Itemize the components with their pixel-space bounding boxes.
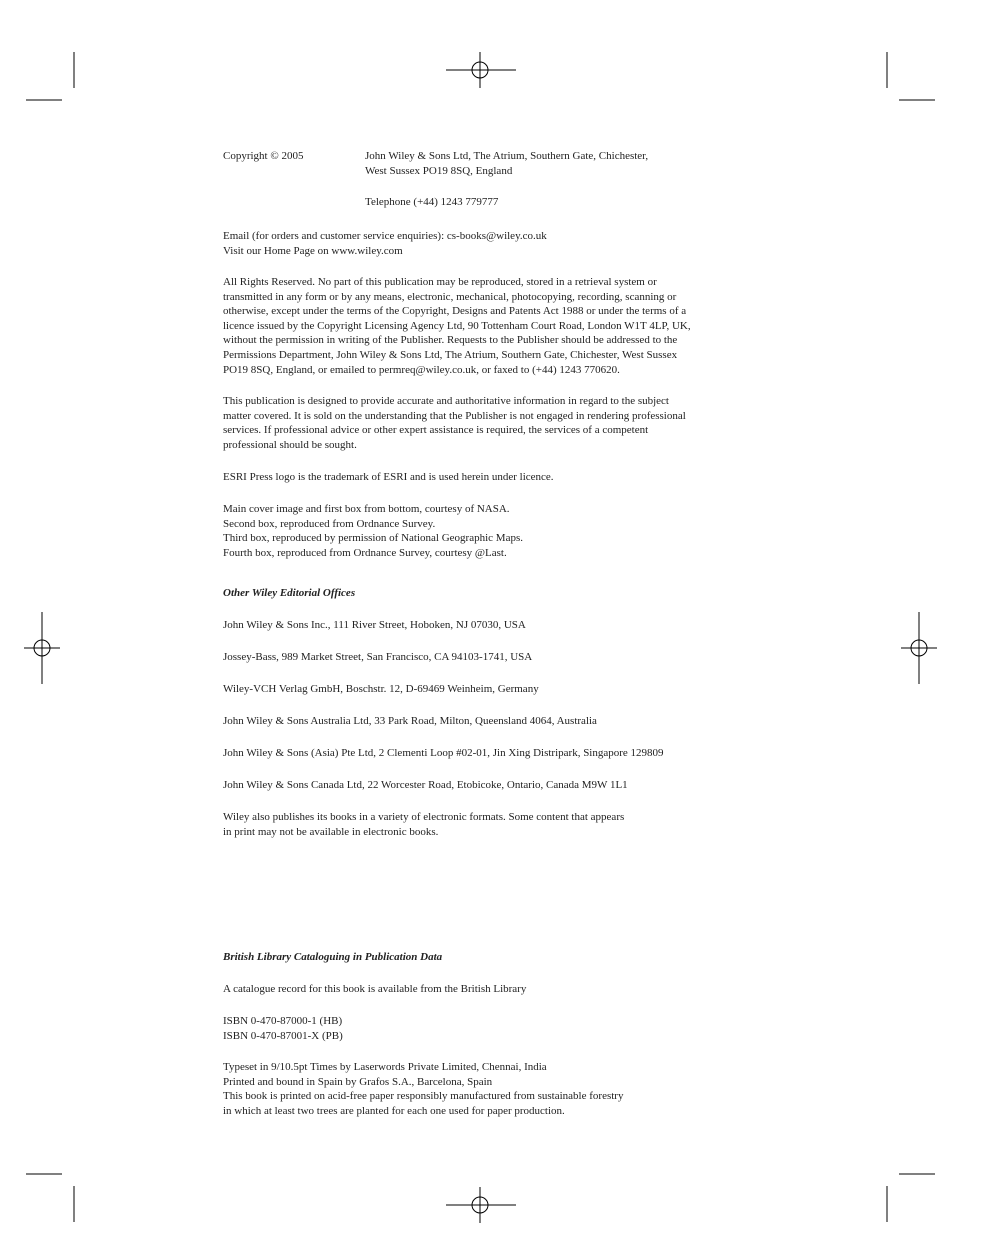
office-item: John Wiley & Sons Canada Ltd, 22 Worcester Road, Etobicoke, Ontario, Canada M9W 1L1 xyxy=(223,779,628,791)
rights-line: licence issued by the Copyright Licensing Agency Ltd, 90 Tottenham Court Road, London W1T 4LP, UK, xyxy=(223,319,691,332)
office-item: John Wiley & Sons Australia Ltd, 33 Park Road, Milton, Queensland 4064, Australia xyxy=(223,715,597,727)
telephone: Telephone (+44) 1243 779777 xyxy=(365,196,499,208)
disclaimer-line: professional should be sought. xyxy=(223,438,357,451)
credit-line: Third box, reproduced by permission of National Geographic Maps. xyxy=(223,532,523,545)
office-item: John Wiley & Sons Inc., 111 River Street, Hoboken, NJ 07030, USA xyxy=(223,619,526,631)
cataloguing-heading: British Library Cataloguing in Publication Data xyxy=(223,951,443,963)
disclaimer-line: This publication is designed to provide accurate and authoritative information in regard to the subject xyxy=(223,395,669,407)
registration-mark-left xyxy=(24,612,60,684)
publisher-address xyxy=(365,149,648,178)
isbn-block xyxy=(223,1014,343,1043)
production-line: Typeset in 9/10.5pt Times by Laserwords Private Limited, Chennai, India xyxy=(223,1061,547,1073)
office-item: Wiley-VCH Verlag GmbH, Boschstr. 12, D-69469 Weinheim, Germany xyxy=(223,683,539,695)
credit-line: Main cover image and first box from bottom, courtesy of NASA. xyxy=(223,503,510,515)
disclaimer-line: services. If professional advice or other expert assistance is required, the services of a competent xyxy=(223,424,649,437)
catalogue-record: A catalogue record for this book is available from the British Library xyxy=(223,983,527,995)
production-line: Printed and bound in Spain by Grafos S.A., Barcelona, Spain xyxy=(223,1075,493,1088)
homepage-line: Visit our Home Page on www.wiley.com xyxy=(223,244,403,257)
electronic-line: Wiley also publishes its books in a variety of electronic formats. Some content that appears xyxy=(223,811,625,823)
image-credits xyxy=(223,502,523,560)
isbn-line: ISBN 0-470-87000-1 (HB) xyxy=(223,1015,343,1027)
disclaimer-paragraph xyxy=(223,394,686,452)
trademark-note: ESRI Press logo is the trademark of ESRI and is used herein under licence. xyxy=(223,471,554,483)
email-line: Email (for orders and customer service enquiries): cs-books@wiley.co.uk xyxy=(223,230,547,242)
contact-block xyxy=(223,229,547,258)
rights-line: All Rights Reserved. No part of this publication may be reproduced, stored in a retrieval system or xyxy=(223,276,657,288)
registration-mark-right xyxy=(901,612,937,684)
production-notes xyxy=(223,1060,623,1118)
copyright-label: Copyright © 2005 xyxy=(223,150,304,162)
rights-line: without the permission in writing of the Publisher. Requests to the Publisher should be addressed to the xyxy=(223,334,678,347)
credit-line: Second box, reproduced from Ordnance Survey. xyxy=(223,517,436,530)
electronic-formats-note xyxy=(223,810,624,839)
office-item: Jossey-Bass, 989 Market Street, San Francisco, CA 94103-1741, USA xyxy=(223,651,533,663)
rights-line: otherwise, except under the terms of the Copyright, Designs and Patents Act 1988 or under the terms of a xyxy=(223,305,687,318)
offices-heading: Other Wiley Editorial Offices xyxy=(223,587,356,599)
credit-line: Fourth box, reproduced from Ordnance Survey, courtesy @Last. xyxy=(223,546,507,559)
rights-line: transmitted in any form or by any means, electronic, mechanical, photocopying, recording, scanning or xyxy=(223,290,677,303)
production-line: in which at least two trees are planted for each one used for paper production. xyxy=(223,1104,565,1117)
rights-line: PO19 8SQ, England, or emailed to permreq@wiley.co.uk, or faxed to (+44) 1243 770620. xyxy=(223,363,620,376)
rights-line: Permissions Department, John Wiley & Sons Ltd, The Atrium, Southern Gate, Chichester, West Sussex xyxy=(223,348,678,361)
rights-paragraph xyxy=(223,275,691,377)
publisher-address-line: John Wiley & Sons Ltd, The Atrium, Southern Gate, Chichester, xyxy=(365,150,649,162)
electronic-line: in print may not be available in electronic books. xyxy=(223,825,439,838)
registration-mark-top xyxy=(446,52,516,88)
production-line: This book is printed on acid-free paper responsibly manufactured from sustainable forestry xyxy=(223,1090,624,1103)
disclaimer-line: matter covered. It is sold on the understanding that the Publisher is not engaged in rendering professional xyxy=(223,409,686,422)
isbn-line: ISBN 0-470-87001-X (PB) xyxy=(223,1029,343,1042)
office-item: John Wiley & Sons (Asia) Pte Ltd, 2 Clementi Loop #02-01, Jin Xing Distripark, Singapore 129809 xyxy=(223,747,664,759)
publisher-address-line: West Sussex PO19 8SQ, England xyxy=(365,164,513,177)
registration-mark-bottom xyxy=(446,1187,516,1223)
